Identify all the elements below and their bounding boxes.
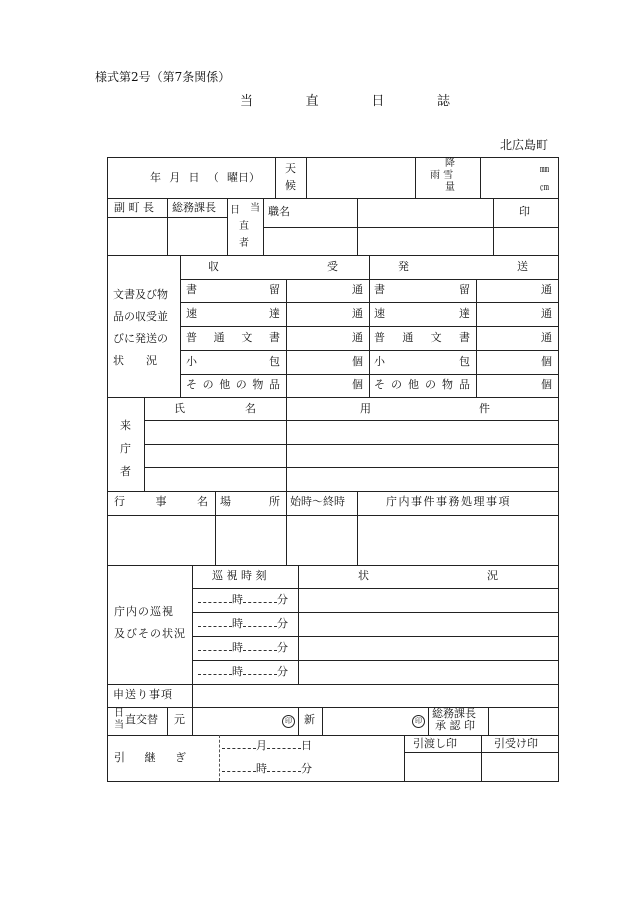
doc-item-ordinary: 普 通 文 書 xyxy=(374,331,470,344)
rule xyxy=(192,565,193,684)
doc-unit: 個 xyxy=(541,355,552,368)
rule xyxy=(144,420,558,421)
visitor-purpose-header: 用 件 xyxy=(360,402,490,415)
rule xyxy=(108,255,558,256)
doc-item-registered: 書 留 xyxy=(374,283,470,296)
rule xyxy=(192,707,193,735)
patrol-label: 庁内の巡視 及びその状況 xyxy=(114,605,186,640)
rule xyxy=(263,198,264,255)
date-char: 年 xyxy=(150,171,161,184)
deputy-mayor-label: 副 町 長 xyxy=(114,201,154,214)
received-seal-label: 引受け印 xyxy=(494,737,538,750)
unit-mm: ㎜ xyxy=(540,165,550,175)
approval-seal-label: 総務課長 承 認 印 xyxy=(432,707,476,732)
doc-item-express: 速 達 xyxy=(186,307,280,320)
patrol-time-entry: 時 分 xyxy=(198,665,288,679)
on-duty-label: 日 xyxy=(230,205,240,216)
former-label: 元 xyxy=(174,713,185,726)
town-name: 北広島町 xyxy=(500,138,549,152)
rule xyxy=(144,444,558,445)
succession-date: 月 日 xyxy=(222,739,312,753)
rule xyxy=(298,565,299,684)
doc-unit: 通 xyxy=(541,283,552,296)
doc-unit: 個 xyxy=(352,378,363,391)
date-char: 日 xyxy=(188,171,200,184)
seal-label: 印 xyxy=(519,205,530,218)
rule xyxy=(108,735,558,736)
weather-label: 候 xyxy=(285,179,296,192)
shift-change-label: 直交替 xyxy=(125,713,158,726)
rule xyxy=(167,198,168,255)
sent-header: 発 送 xyxy=(398,260,528,273)
doc-unit: 通 xyxy=(352,283,363,296)
office-matters-header: 庁内事件事務処理事項 xyxy=(386,495,511,508)
rule xyxy=(369,255,370,397)
succession-label: 引 継 ぎ xyxy=(114,751,186,764)
unit-cm: ㎝ xyxy=(540,183,550,193)
doc-unit: 通 xyxy=(352,331,363,344)
weather-label: 天 xyxy=(285,162,296,175)
rule xyxy=(144,397,145,491)
received-header: 収 受 xyxy=(208,260,338,273)
patrol-time-entry: 時 分 xyxy=(198,641,288,655)
doc-unit: 通 xyxy=(541,307,552,320)
rule xyxy=(108,707,558,708)
rule xyxy=(263,227,558,228)
visitors-label: 来 庁 者 xyxy=(120,419,131,478)
date-char: （ xyxy=(207,171,219,184)
rule xyxy=(488,707,489,735)
rule xyxy=(108,565,558,566)
rule xyxy=(476,279,477,397)
patrol-time-entry: 時 分 xyxy=(198,617,288,631)
shift-change-label: 当 xyxy=(114,720,124,731)
doc-unit: 個 xyxy=(541,378,552,391)
doc-item-registered: 書 留 xyxy=(186,283,280,296)
rule xyxy=(144,467,558,468)
rule xyxy=(108,684,558,685)
precip-label: 雨 雪 xyxy=(430,170,454,181)
doc-item-parcel: 小 包 xyxy=(186,355,280,368)
rule xyxy=(415,158,416,198)
rule xyxy=(180,255,181,397)
rule xyxy=(192,684,193,707)
rule xyxy=(167,707,168,735)
rule xyxy=(480,158,481,198)
rule xyxy=(404,735,405,781)
on-duty-label: 直 xyxy=(239,221,249,232)
title-char: 誌 xyxy=(436,94,450,109)
on-duty-label: 当 xyxy=(250,203,260,214)
doc-item-ordinary: 普 通 文 書 xyxy=(186,331,280,344)
rule xyxy=(108,397,558,398)
rule xyxy=(357,491,358,565)
patrol-status-header: 状 況 xyxy=(358,569,498,582)
doc-item-parcel: 小 包 xyxy=(374,355,470,368)
position-name-label: 職名 xyxy=(268,205,290,218)
doc-item-other: そ の 他 の 物 品 xyxy=(374,378,470,391)
rule xyxy=(481,735,482,781)
rule xyxy=(215,491,216,565)
place-header: 場 所 xyxy=(220,495,280,508)
doc-item-other: そ の 他 の 物 品 xyxy=(186,378,280,391)
title-char: 直 xyxy=(305,94,319,109)
documents-section-label: 文書及び物 品の収受並 びに発送の 状 況 xyxy=(113,288,168,367)
rule xyxy=(108,491,558,492)
general-manager-label: 総務課長 xyxy=(172,201,216,214)
rule xyxy=(227,198,228,255)
doc-unit: 通 xyxy=(541,331,552,344)
date-char: 月 xyxy=(169,171,181,184)
patrol-time-entry: 時 分 xyxy=(198,593,288,607)
duty-log-form xyxy=(107,157,559,782)
form-number: 様式第2号（第7条関係） xyxy=(95,70,231,84)
rule xyxy=(219,735,220,781)
rule xyxy=(192,588,558,589)
seal-mark: 印 xyxy=(282,715,295,728)
precip-label: 量 xyxy=(445,182,455,193)
rule xyxy=(357,198,358,255)
rule xyxy=(298,707,299,735)
rule xyxy=(306,158,307,198)
handed-seal-label: 引渡し印 xyxy=(413,737,457,750)
seal-mark: 印 xyxy=(412,715,425,728)
date-char: 曜日） xyxy=(227,171,260,184)
title-char: 日 xyxy=(371,94,385,109)
rule xyxy=(192,612,558,613)
rule xyxy=(275,158,276,198)
rule xyxy=(286,279,287,397)
event-name-header: 行 事 名 xyxy=(114,495,208,508)
rule xyxy=(493,198,494,255)
rule xyxy=(108,515,558,516)
title-char: 当 xyxy=(240,94,254,109)
shift-change-label: 日 xyxy=(114,708,124,719)
rule xyxy=(286,491,287,565)
doc-unit: 個 xyxy=(352,355,363,368)
time-range-header: 始時～終時 xyxy=(290,495,345,508)
succession-time: 時 分 xyxy=(222,762,312,776)
doc-item-express: 速 達 xyxy=(374,307,470,320)
rule xyxy=(428,707,429,735)
on-duty-label: 者 xyxy=(239,238,249,249)
handover-notes-label: 申送り事項 xyxy=(113,688,173,701)
rule xyxy=(322,707,323,735)
page-title xyxy=(240,90,450,109)
doc-unit: 通 xyxy=(352,307,363,320)
rule xyxy=(192,636,558,637)
rule xyxy=(192,660,558,661)
precip-label: 降 xyxy=(445,158,455,169)
patrol-time-header: 巡 視 時 刻 xyxy=(212,569,267,582)
visitor-name-header: 氏 名 xyxy=(174,402,256,415)
rule xyxy=(108,198,558,199)
date-field xyxy=(150,171,260,185)
rule xyxy=(286,397,287,491)
new-label: 新 xyxy=(304,713,315,726)
